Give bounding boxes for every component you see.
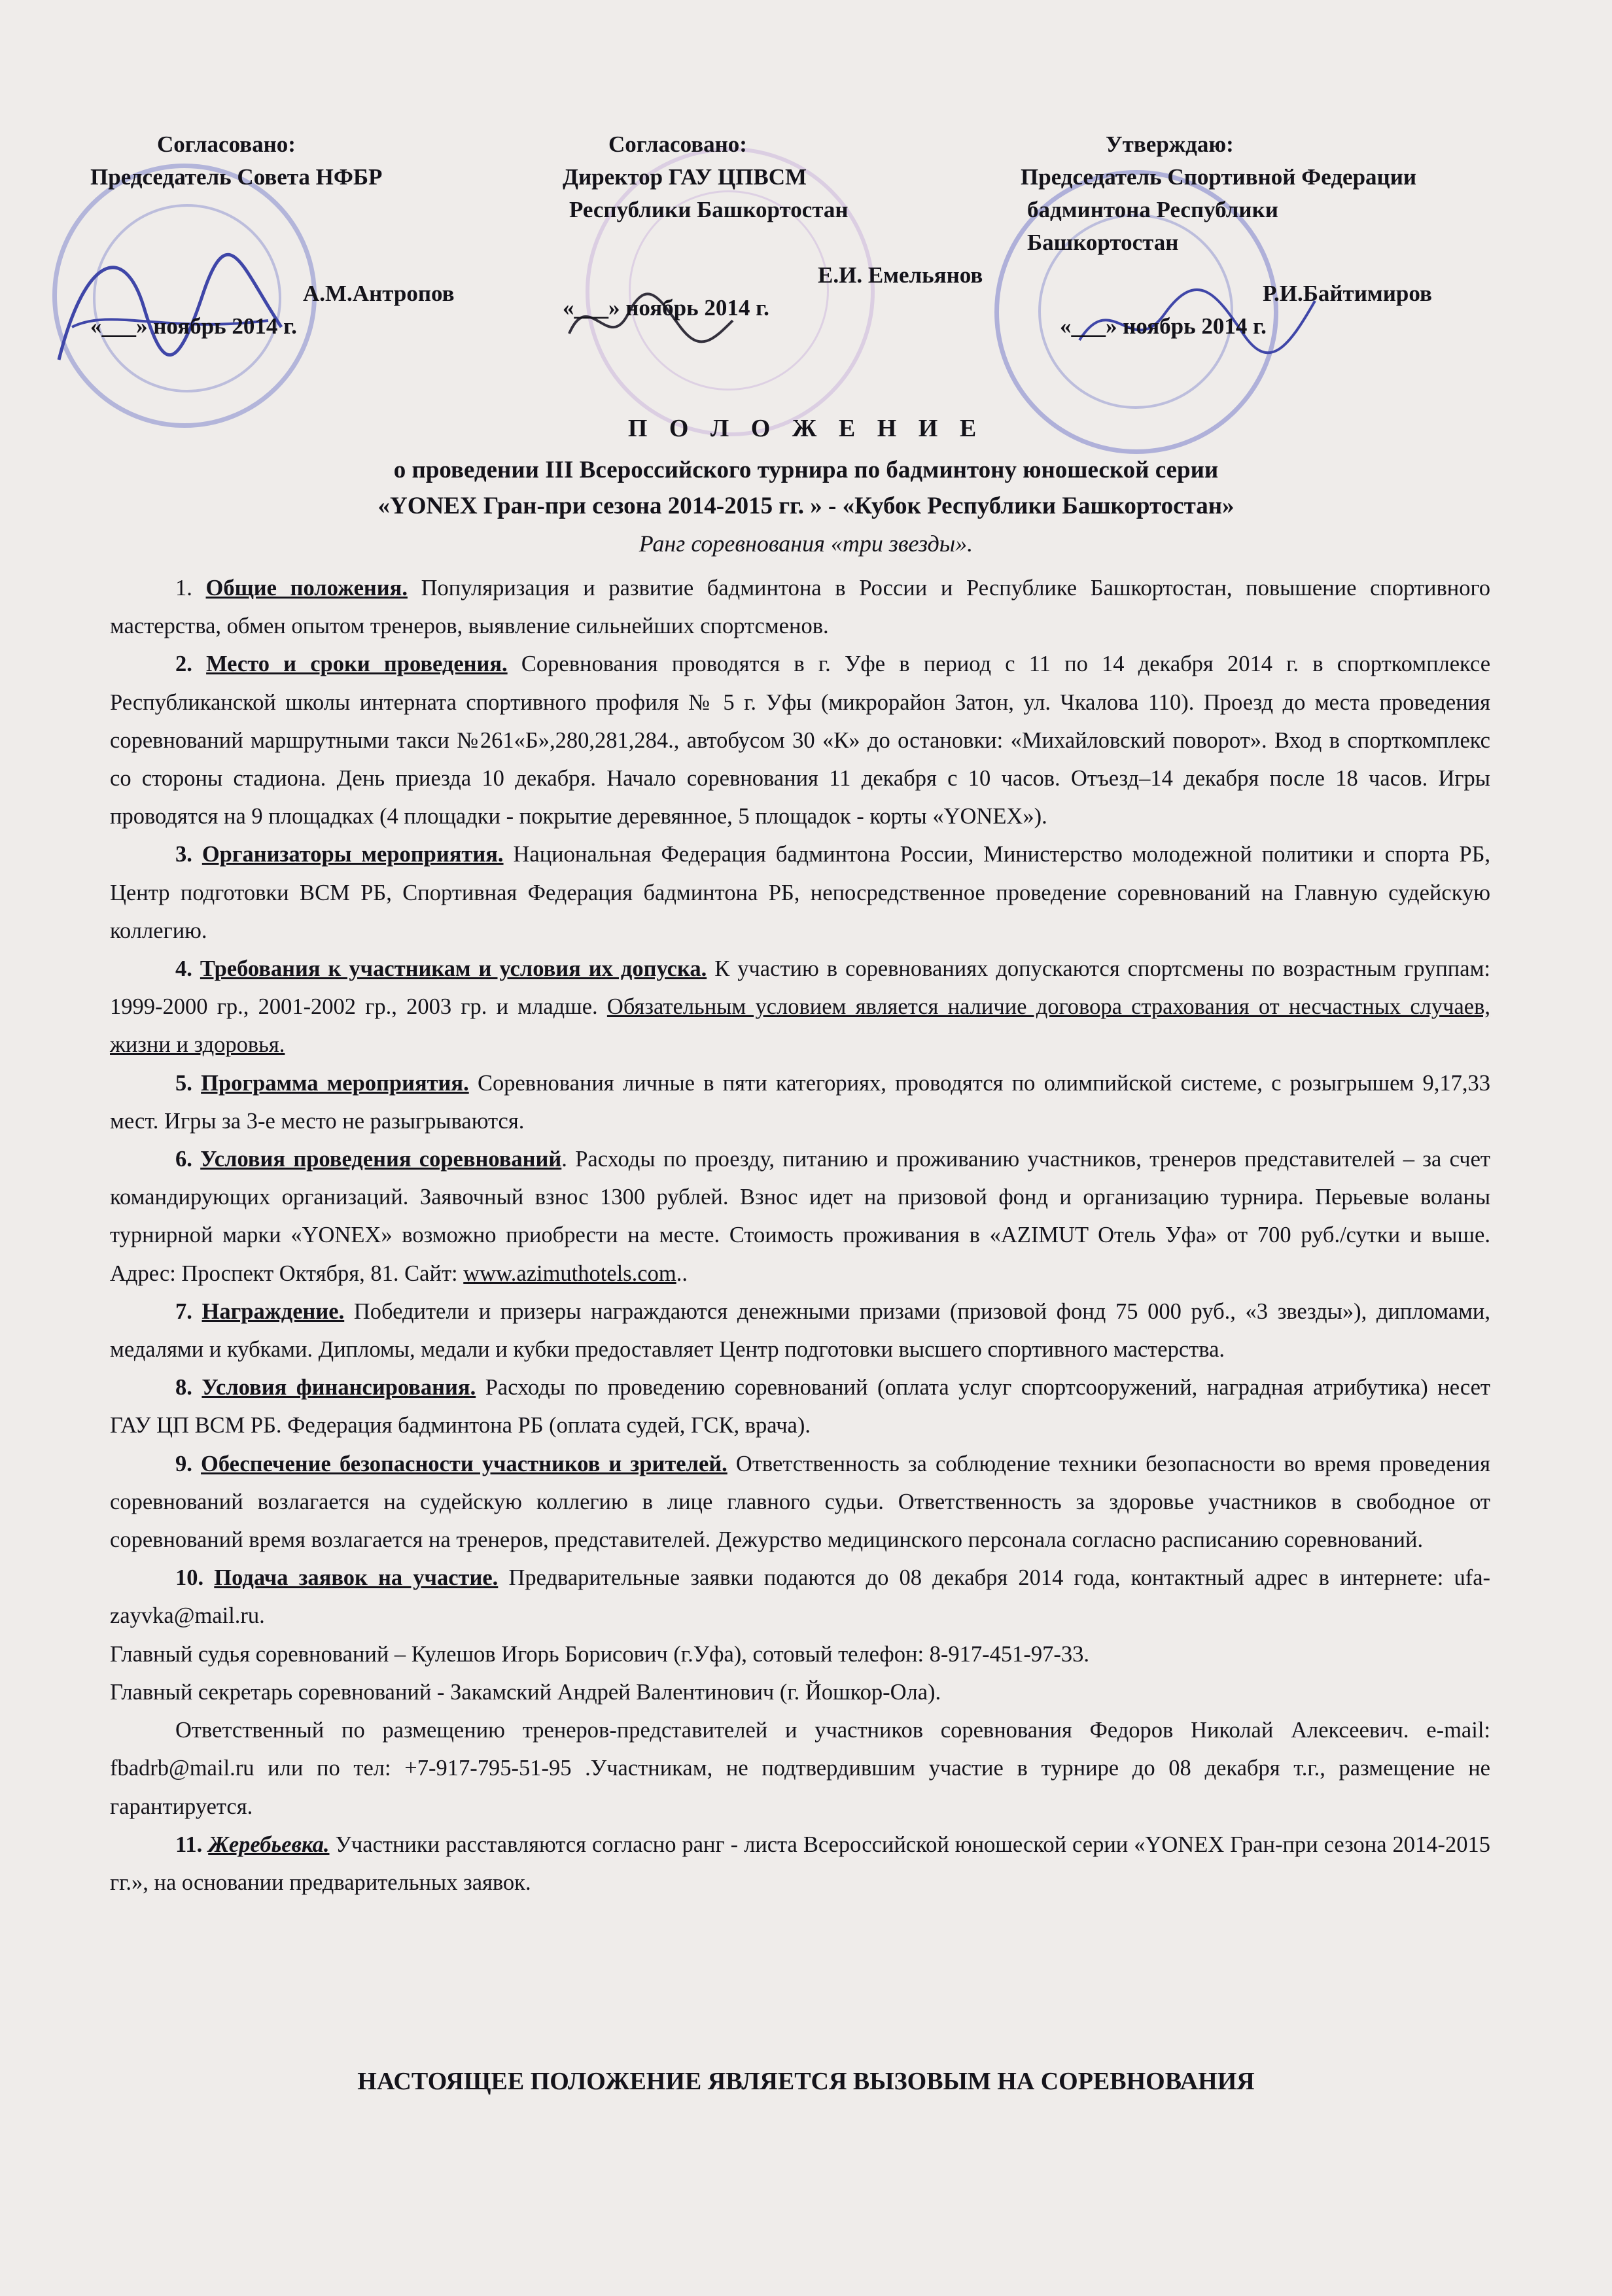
approval-signer: Е.И. Емельянов	[818, 262, 983, 288]
approval-heading: Утверждаю:	[1106, 131, 1234, 157]
section-5: 5. Программа мероприятия. Соревнования личные в пяти категориях, проводятся по олимпийской системе, с розыгрышем 9,17,33 мест. Игры за 3-е место не разыгрываются.	[110, 1070, 1490, 1134]
approval-date: «___» ноябрь 2014 г.	[1060, 313, 1267, 339]
approval-heading: Согласовано:	[157, 131, 296, 157]
approval-signer: Р.И.Байтимиров	[1263, 281, 1432, 306]
chief-secretary: Главный секретарь соревнований - Закамский Андрей Валентинович (г. Йошкор-Ола).	[110, 1679, 941, 1705]
section-10: 10. Подача заявок на участие. Предварительные заявки подаются до 08 декабря 2014 года, контактный адрес в интернете: ufa-zayvka@mail.ru.	[110, 1565, 1490, 1629]
document-subtitle: о проведении III Всероссийского турнира по бадминтону юношеской серии	[393, 457, 1219, 483]
approval-position-line2: бадминтона Республики	[1027, 197, 1278, 222]
section-6: 6. Условия проведения соревнований. Расходы по проезду, питанию и проживанию участников, тренеров представителей – за счет командирующих организаций. Заявочный взнос 1300 рублей. Взнос идет на призовой фонд и организацию турнира. Перьевые воланы турнирной марки «YONEX» возможно приобрести на месте. Стоимость проживания в «AZIMUT Отель Уфа» от 700 руб./сутки и выше. Адрес: Проспект Октября, 81. Сайт: www.azimuthotels.com..	[110, 1147, 1490, 1286]
approval-federation-rb	[1021, 128, 1531, 343]
approval-heading: Согласовано:	[608, 131, 747, 157]
approval-nfbr	[90, 128, 522, 343]
document-title: П О Л О Ж Е Н И Е	[627, 415, 985, 442]
section-7: 7. Награждение. Победители и призеры награждаются денежными призами (призовой фонд 75 000 руб., «3 звезды»), дипломами, медалями и кубками. Дипломы, медали и кубки предоставляет Центр подготовки высшего спортивного мастерства.	[110, 1298, 1491, 1363]
chief-judge: Главный судья соревнований – Кулешов Игорь Борисович (г.Уфа), сотовый телефон: 8-917-451-97-33.	[110, 1641, 1090, 1667]
section-2: 2. Место и сроки проведения. Соревнования проводятся в г. Уфе в период с 11 по 14 декабря 2014 г. в спорткомплексе Республиканской школы интерната спортивного профиля № 5 г. Уфы (микрорайон Затон, ул. Чкалова 110). Проезд до места проведения соревнований маршрутными такси №261«Б»,280,281,284., автобусом 30 «К» до остановки: «Михайловский поворот». Вход в спорткомплекс со стороны стадиона. День приезда 10 декабря. Начало соревнования 11 декабря с 10 часов. Отъезд–14 декабря после 18 часов. Игры проводятся на 9 площадках (4 площадки - покрытие деревянное, 5 площадок - корты «YONEX»).	[110, 652, 1491, 829]
approval-signer: А.М.Антропов	[303, 281, 455, 306]
final-statement: НАСТОЯЩЕЕ ПОЛОЖЕНИЕ ЯВЛЯЕТСЯ ВЫЗОВЫМ НА СОРЕВНОВАНИЯ	[357, 2068, 1255, 2095]
approval-position: Председатель Спортивной Федерации	[1021, 164, 1417, 190]
section-3: 3. Организаторы мероприятия. Национальная Федерация бадминтона России, Министерство молодежной политики и спорта РБ, Центр подготовки ВСМ РБ, Спортивная Федерация бадминтона РБ, непосредственное проведение соревнований на Главную судейскую коллегию.	[110, 842, 1490, 943]
hotel-link[interactable]: www.azimuthotels.com	[463, 1261, 676, 1286]
approval-position-line3: Башкортостан	[1027, 230, 1179, 255]
approval-position: Председатель Совета НФБР	[90, 164, 383, 190]
approval-date: «___» ноябрь 2014 г.	[563, 295, 769, 321]
section-4: 4. Требования к участникам и условия их допуска. К участию в соревнованиях допускаются спортсмены по возрастным группам: 1999-2000 гр., 2001-2002 гр., 2003 гр. и младше. Обязательным условием является наличие договора страхования от несчастных случаев, жизни и здоровья.	[110, 956, 1491, 1058]
approval-gau-cpvsm	[563, 128, 1021, 324]
competition-rank: Ранг соревнования «три звезды».	[639, 531, 973, 557]
accommodation-contact: Ответственный по размещению тренеров-представителей и участников соревнования Федоров Николай Алексеевич. e-mail: fbadrb@mail.ru или по тел: +7-917-795-51-95 .Участникам, не подтвердившим участие в турнире до 08 декабря т.г., размещение не гарантируется.	[110, 1718, 1490, 1819]
approval-position-line2: Республики Башкортостан	[569, 197, 849, 222]
document-body	[110, 569, 1490, 1902]
approval-position: Директор ГАУ ЦПВСМ	[563, 164, 807, 190]
document-subtitle-2: «YONEX Гран-при сезона 2014-2015 гг. » - «Кубок Республики Башкортостан»	[377, 493, 1235, 519]
section-1: 1. Общие положения. Популяризация и развитие бадминтона в России и Республике Башкортостан, повышение спортивного мастерства, обмен опытом тренеров, выявление сильнейших спортсменов.	[110, 576, 1490, 639]
section-9: 9. Обеспечение безопасности участников и зрителей. Ответственность за соблюдение техники безопасности во время проведения соревнований возлагается на судейскую коллегию в лице главного судьи. Ответственность за здоровье участников в свободное от соревнований время возлагается на тренеров, представителей. Дежурство медицинского персонала согласно расписанию соревнований.	[110, 1451, 1491, 1553]
section-8: 8. Условия финансирования. Расходы по проведению соревнований (оплата услуг спортсооружений, наградная атрибутика) несет ГАУ ЦП ВСМ РБ. Федерация бадминтона РБ (оплата судей, ГСК, врача).	[110, 1375, 1491, 1438]
approval-date: «___» ноябрь 2014 г.	[90, 313, 297, 339]
section-11: 11. Жеребьевка. Участники расставляются согласно ранг - листа Всероссийской юношеской серии «YONEX Гран-при сезона 2014-2015 гг.», на основании предварительных заявок.	[110, 1832, 1490, 1895]
